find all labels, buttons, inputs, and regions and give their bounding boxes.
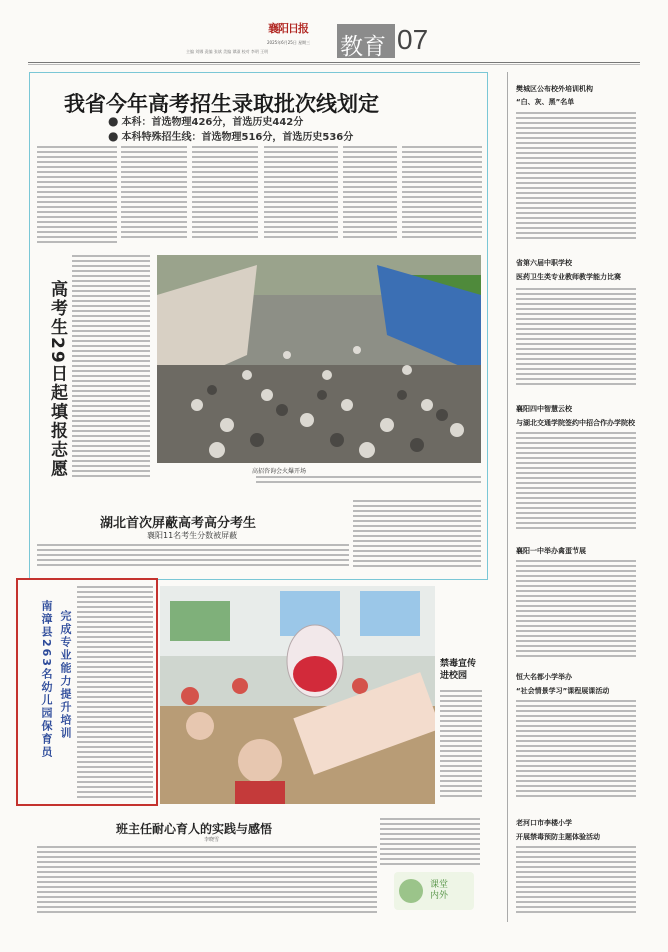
lead-subhead-2: ● 本科特殊招生线：首选物理516分，首选历史536分 — [108, 129, 354, 143]
sidebar-item-1-body — [516, 112, 636, 240]
sidebar-item-5-body — [516, 700, 636, 800]
lead-body-col-4 — [264, 146, 338, 238]
essay-body — [37, 846, 377, 916]
sidebar-item-6-line-2: 开展禁毒预防主题体验活动 — [516, 833, 600, 841]
page-number: 07 — [397, 24, 429, 55]
lead-headline: 我省今年高考招生录取批次线划定 — [64, 92, 379, 116]
sidebar-item-3-body — [516, 432, 636, 530]
sidebar-item-1-line-2: “白、灰、黑”名单 — [516, 98, 575, 106]
lead-subhead-1: ● 本科：首选物理426分，首选历史442分 — [108, 114, 304, 128]
consultation-fair-photo — [157, 255, 481, 463]
essay-title: 班主任耐心育人的实践与感悟 — [116, 822, 273, 836]
training-title-2: 南漳县263名幼儿园保育员 — [40, 600, 53, 759]
classroom-photo — [160, 586, 435, 804]
sidebar-item-3-line-2: 与湖北交通学院签约中招合作办学院校 — [516, 419, 635, 427]
sidebar-item-4-body — [516, 560, 636, 660]
bullet-icon: ● — [108, 114, 119, 128]
newspaper-logo: 襄阳日报 — [268, 22, 308, 35]
training-title-1: 完成专业能力提升培训 — [59, 610, 72, 740]
screening-subhead: 襄阳11名考生分数被屏蔽 — [147, 531, 238, 540]
sidebar-divider — [507, 72, 508, 922]
essay-author: 李晓雪 — [204, 837, 220, 843]
editor-credits: 主编 刘娜 责编 张斌 美编 谭淑 校对 李明 王明 — [186, 49, 269, 54]
lead-body-col-1 — [37, 146, 117, 246]
sidebar-item-1-line-1: 樊城区公布校外培训机构 — [516, 85, 593, 93]
essay-body-right — [380, 818, 480, 868]
sidebar-item-5-line-2: “社会情景学习”课程展课活动 — [516, 687, 610, 695]
sidebar-item-6-line-1: 老河口市李楼小学 — [516, 819, 572, 827]
lead-body-col-5 — [343, 146, 397, 238]
exam-body-text — [72, 255, 150, 480]
sidebar-item-5-line-1: 恒大名都小学举办 — [516, 673, 572, 681]
lead-body-col-2 — [121, 146, 187, 238]
bullet-icon: ● — [108, 129, 119, 143]
photo-caption: 高招咨询会火爆开场 — [252, 468, 307, 475]
section-name: 教育 — [340, 34, 386, 60]
screening-headline: 湖北首次屏蔽高考高分考生 — [100, 516, 257, 531]
caption-text — [256, 476, 481, 486]
sidebar-item-3-line-1: 襄阳四中智慧云校 — [516, 405, 572, 413]
sidebar-item-2-line-1: 省第六届中职学校 — [516, 259, 572, 267]
lead-body-col-6 — [402, 146, 482, 238]
screening-body-right — [353, 500, 481, 568]
issue-date: 2025年6月25日 星期三 — [267, 40, 311, 45]
training-body — [77, 586, 153, 800]
crowd-photo-illustration — [157, 255, 481, 463]
badge-leaf-icon — [396, 876, 426, 906]
badge-label: 课堂内外 — [430, 880, 449, 901]
masthead-rule-thin — [28, 64, 640, 65]
exam-vertical-title: 高考生29日起填报志愿 — [47, 280, 67, 479]
screening-body — [37, 544, 349, 568]
sidebar-item-6-body — [516, 846, 636, 916]
drug-story-title: 禁毒宣传进校园 — [440, 659, 477, 681]
badge-background — [394, 872, 474, 910]
classroom-illustration — [160, 586, 435, 804]
lead-body-col-3 — [192, 146, 258, 238]
sidebar-item-2-body — [516, 288, 636, 388]
sidebar-item-4-line-1: 襄阳一中举办禽蛋节展 — [516, 547, 586, 555]
masthead-rule — [28, 62, 640, 63]
drug-story-body — [440, 690, 482, 800]
sidebar-item-2-line-2: 医药卫生类专业教师教学能力比赛 — [516, 273, 621, 281]
